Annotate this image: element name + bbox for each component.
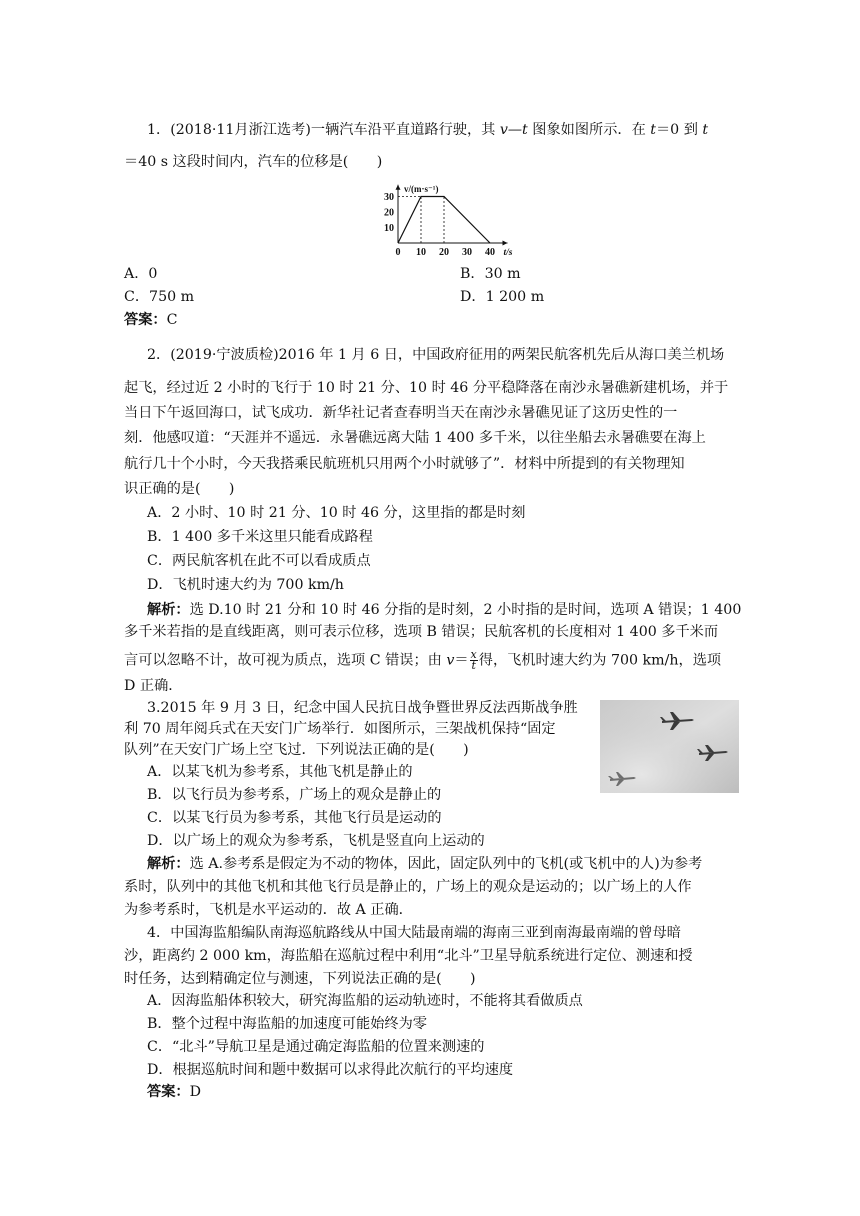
- q4-stem-line3: 时任务，达到精确定位与测速，下列说法正确的是( ): [124, 971, 476, 987]
- q4-option-c: C．“北斗”导航卫星是通过确定海监船的位置来测速的: [147, 1039, 485, 1055]
- q1-source-text: 1．(2018·11月浙江选考)一辆汽车沿平直道路行驶，其: [147, 122, 500, 138]
- q1-stem-eq: ＝0 到: [655, 122, 703, 138]
- q2-stem-line2: 起飞，经过近 2 小时的飞行于 10 时 21 分、10 时 46 分平稳降落在南沙永暑礁新建机场，并于: [124, 380, 729, 396]
- q3-solution-label: 解析：: [147, 856, 190, 872]
- y-tick-label-20: 20: [384, 207, 394, 219]
- velocity-series-line: [398, 197, 490, 244]
- q2-solution-line4: D 正确．: [124, 678, 183, 694]
- q2-solution-text1: 选 D.10 时 21 分和 10 时 46 分指的是时刻，2 小时指的是时间，选项 A 错误；1 400: [189, 602, 742, 618]
- q3-stem-line1: 3.2015 年 9 月 3 日，纪念中国人民抗日战争暨世界反法西斯战争胜: [147, 700, 578, 716]
- q2-stem-line6: 识正确的是( ): [124, 481, 235, 497]
- x-tick-label-10: 10: [416, 247, 426, 258]
- q2-solution-line3: [124, 650, 721, 671]
- y-tick-label-30: 30: [384, 192, 394, 203]
- q2-v-symbol: v: [446, 652, 455, 669]
- q3-solution-line3: 为参考系时，飞机是水平运动的．故 A 正确．: [124, 902, 413, 918]
- q2-solution-label: 解析：: [147, 602, 190, 618]
- q4-option-a: A．因海监船体积较大，研究海监船的运动轨迹时，不能将其看做质点: [147, 993, 583, 1009]
- q1-option-c: C．750 m: [124, 289, 195, 305]
- q3-option-c: C．以某飞行员为参考系，其他飞行员是运动的: [147, 810, 442, 826]
- q4-answer: [147, 1082, 201, 1102]
- q2-option-d: D．飞机时速大约为 700 km/h: [147, 577, 344, 593]
- y-tick-label-10: 10: [384, 223, 394, 234]
- x-tick-label-30: 30: [462, 247, 472, 258]
- q2-solution-text3a: 言可以忽略不计，故可视为质点，选项 C 错误；由: [124, 652, 447, 669]
- y-axis-label: v/(m·s⁻¹): [404, 183, 439, 194]
- x-axis-arrow: [503, 241, 508, 246]
- q2-fraction: [470, 650, 478, 671]
- q3-option-b: B．以飞行员为参考系，广场上的观众是静止的: [147, 787, 442, 803]
- q2-eq-sign: ＝: [454, 652, 469, 669]
- q2-solution-line2: 多千米若指的是直线距离，则可表示位移，选项 B 错误；民航客机的长度相对 1 400 多千米而: [124, 624, 719, 640]
- q3-option-d: D．以广场上的观众为参考系，飞机是竖直向上运动的: [147, 833, 485, 849]
- q1-stem-line2: ＝40 s 这段时间内，汽车的位移是( ): [124, 154, 383, 170]
- q2-stem-line3: 当日下午返回海口，试飞成功．新华社记者查春明当天在南沙永暑礁见证了这历史性的一: [124, 405, 678, 421]
- q3-stem-line2: 利 70 周年阅兵式在天安门广场举行．如图所示，三架战机保持“固定: [124, 721, 556, 737]
- q3-solution-line2: 系时，队列中的其他飞机和其他飞行员是静止的，广场上的观众是运动的；以广场上的人作: [124, 879, 692, 895]
- x-tick-label-0: 0: [395, 247, 401, 258]
- q4-stem-line1: 4．中国海监船编队南海巡航路线从中国大陆最南端的海南三亚到南海最南端的曾母暗: [147, 925, 681, 941]
- q1-option-b: B．30 m: [460, 266, 521, 282]
- q4-option-b: B．整个过程中海监船的加速度可能始终为零: [147, 1016, 427, 1032]
- q1-t-symbol-b: t: [702, 122, 709, 138]
- fighter-jets-photo: [600, 700, 739, 793]
- q1-answer-label: 答案：: [124, 312, 167, 328]
- q3-solution-line1: [147, 854, 702, 874]
- q2-stem-line4: 刻．他感叹道：“天涯并不遥远．永暑礁远离大陆 1 400 多千米，以往坐船去永暑礁要在海上: [124, 430, 706, 446]
- vt-graph: [370, 172, 513, 262]
- q2-solution-text3b: 得，飞机时速大约为 700 km/h，选项: [478, 652, 722, 669]
- q1-vt-symbol: v—t: [499, 122, 528, 138]
- q2-option-a: A．2 小时、10 时 21 分、10 时 46 分，这里指的都是时刻: [147, 505, 526, 521]
- q2-stem-line1: 2．(2019·宁波质检)2016 年 1 月 6 日，中国政府征用的两架民航客机先后从海口美兰机场: [147, 347, 725, 363]
- q1-option-d: D．1 200 m: [460, 289, 545, 305]
- x-axis-label: t/s: [503, 248, 513, 258]
- q1-answer: [124, 310, 177, 330]
- q3-stem-line3: 队列”在天安门广场上空飞过．下列说法正确的是( ): [124, 742, 469, 758]
- q1-answer-value: C: [166, 312, 178, 328]
- q2-fraction-num: x: [470, 648, 477, 661]
- y-axis-arrow: [396, 185, 401, 190]
- q4-option-d: D．根据巡航时间和题中数据可以求得此次航行的平均速度: [147, 1062, 514, 1078]
- q4-stem-line2: 沙，距离约 2 000 km，海监船在巡航过程中利用“北斗”卫星导航系统进行定位、测速和授: [124, 948, 693, 964]
- q2-fraction-den: t: [471, 659, 476, 672]
- q2-option-b: B．1 400 多千米这里只能看成路程: [147, 529, 373, 545]
- x-tick-label-20: 20: [439, 247, 449, 258]
- x-tick-label-40: 40: [485, 247, 495, 258]
- q4-answer-value: D: [189, 1084, 201, 1100]
- q2-solution-line1: [147, 600, 741, 620]
- q4-answer-label: 答案：: [147, 1084, 190, 1100]
- q1-stem-mid: 图象如图所示．在: [527, 122, 651, 138]
- q1-option-a: A．0: [124, 266, 158, 282]
- q2-option-c: C．两民航客机在此不可以看成质点: [147, 553, 371, 569]
- q1-stem-line1: [147, 120, 708, 140]
- q3-solution-text1: 选 A.参考系是假定为不动的物体，因此，固定队列中的飞机(或飞机中的人)为参考: [189, 856, 703, 872]
- q1-t-symbol-a: t: [650, 122, 656, 138]
- q2-stem-line5: 航行几十个小时，今天我搭乘民航班机只用两个小时就够了”．材料中所提到的有关物理知: [124, 456, 685, 472]
- q3-option-a: A．以某飞机为参考系，其他飞机是静止的: [147, 764, 413, 780]
